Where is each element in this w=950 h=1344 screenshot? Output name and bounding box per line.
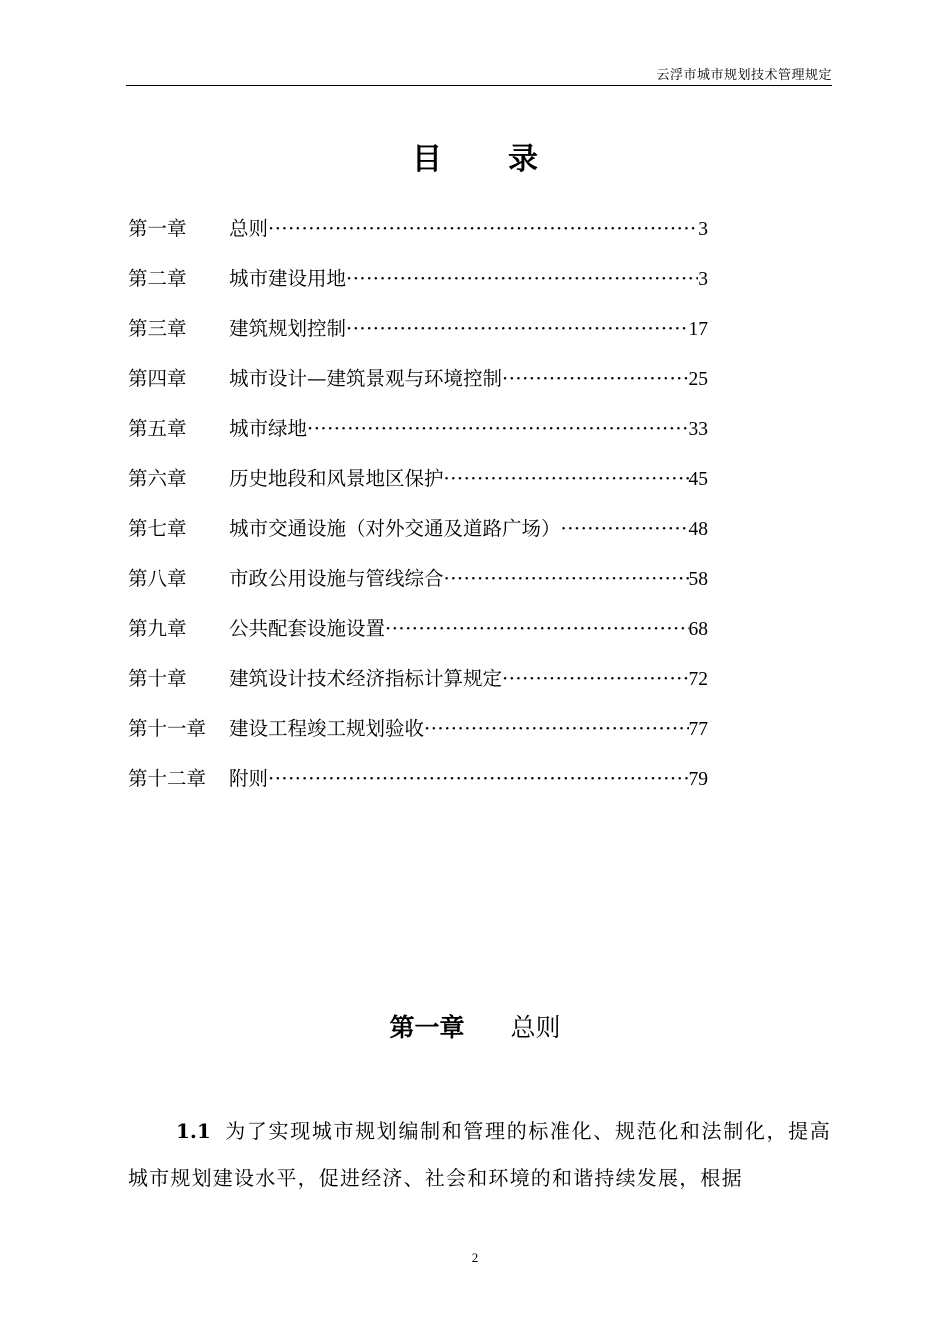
toc-leader-dots [307, 412, 688, 446]
toc-chapter-title: 附则 [229, 767, 269, 790]
toc-page-number: 3 [698, 269, 708, 290]
toc-entry[interactable] [128, 312, 708, 362]
toc-entry[interactable] [128, 212, 708, 262]
page-number: 2 [471, 1250, 479, 1265]
toc-chapter-label: 第三章 [128, 317, 187, 340]
toc-leader-dots [444, 562, 689, 596]
toc-page-number: 3 [698, 219, 708, 240]
toc-page-number: 48 [688, 519, 708, 540]
toc-page-number: 68 [688, 619, 708, 640]
toc-chapter-title: 市政公用设施与管线综合 [229, 567, 444, 590]
toc-chapter-label: 第七章 [128, 517, 187, 540]
toc-leader-dots [346, 312, 688, 346]
toc-chapter-label: 第一章 [128, 217, 187, 240]
toc-chapter-title: 公共配套设施设置 [229, 617, 386, 640]
toc-chapter-title: 建筑设计技术经济指标计算规定 [229, 667, 503, 690]
toc-chapter-title: 建设工程竣工规划验收 [229, 717, 425, 740]
clause-text: 为了实现城市规划编制和管理的标准化、规范化和法制化，提高城市规划建设水平，促进经济、社会和环境的和谐持续发展，根据 [128, 1119, 831, 1190]
toc-entry[interactable] [128, 762, 708, 812]
toc-chapter-label: 第八章 [128, 567, 187, 590]
toc-chapter-title: 城市交通设施（对外交通及道路广场） [229, 517, 561, 540]
chapter-heading [0, 1008, 950, 1044]
chapter-title: 总则 [510, 1013, 561, 1042]
toc-leader-dots [268, 212, 698, 246]
running-header: 云浮市城市规划技术管理规定 [656, 68, 832, 83]
toc-page-number: 58 [688, 569, 708, 590]
toc-entry[interactable] [128, 712, 708, 762]
header-rule [126, 85, 832, 86]
toc-chapter-title: 历史地段和风景地区保护 [229, 467, 444, 490]
toc-chapter-title: 城市建设用地 [229, 267, 347, 290]
toc-chapter-label: 第二章 [128, 267, 187, 290]
toc-chapter-label: 第十章 [128, 667, 187, 690]
toc-title-char-1: 目 [412, 142, 442, 177]
toc-leader-dots [424, 712, 688, 746]
clause-number: 1.1 [176, 1119, 211, 1143]
toc-chapter-title: 城市绿地 [229, 417, 308, 440]
toc-chapter-label: 第四章 [128, 367, 187, 390]
toc-page-number: 25 [688, 369, 708, 390]
toc-page-number: 72 [688, 669, 708, 690]
toc-page-number: 33 [688, 419, 708, 440]
toc-leader-dots [385, 612, 688, 646]
toc-chapter-title: 建筑规划控制 [229, 317, 347, 340]
toc-chapter-title: 总则 [229, 217, 269, 240]
toc-title [0, 134, 950, 178]
table-of-contents [128, 212, 708, 812]
toc-entry[interactable] [128, 412, 708, 462]
toc-entry[interactable] [128, 662, 708, 712]
toc-leader-dots [561, 512, 689, 546]
chapter-number: 第一章 [389, 1013, 465, 1042]
toc-chapter-label: 第五章 [128, 417, 187, 440]
toc-page-number: 77 [688, 719, 708, 740]
toc-chapter-title: 城市设计—建筑景观与环境控制 [229, 367, 503, 390]
toc-leader-dots [502, 362, 688, 396]
toc-entry[interactable] [128, 362, 708, 412]
toc-page-number: 17 [688, 319, 708, 340]
toc-entry[interactable] [128, 612, 708, 662]
toc-leader-dots [268, 762, 688, 796]
toc-page-number: 45 [688, 469, 708, 490]
toc-leader-dots [346, 262, 698, 296]
toc-leader-dots [444, 462, 689, 496]
toc-page-number: 79 [688, 769, 708, 790]
body-paragraph [128, 1108, 831, 1202]
toc-leader-dots [502, 662, 688, 696]
toc-entry[interactable] [128, 512, 708, 562]
toc-title-char-2: 录 [508, 142, 538, 177]
toc-chapter-label: 第六章 [128, 467, 187, 490]
toc-chapter-label: 第九章 [128, 617, 187, 640]
toc-entry[interactable] [128, 462, 708, 512]
toc-chapter-label: 第十一章 [128, 717, 207, 740]
toc-entry[interactable] [128, 262, 708, 312]
toc-entry[interactable] [128, 562, 708, 612]
toc-chapter-label: 第十二章 [128, 767, 207, 790]
